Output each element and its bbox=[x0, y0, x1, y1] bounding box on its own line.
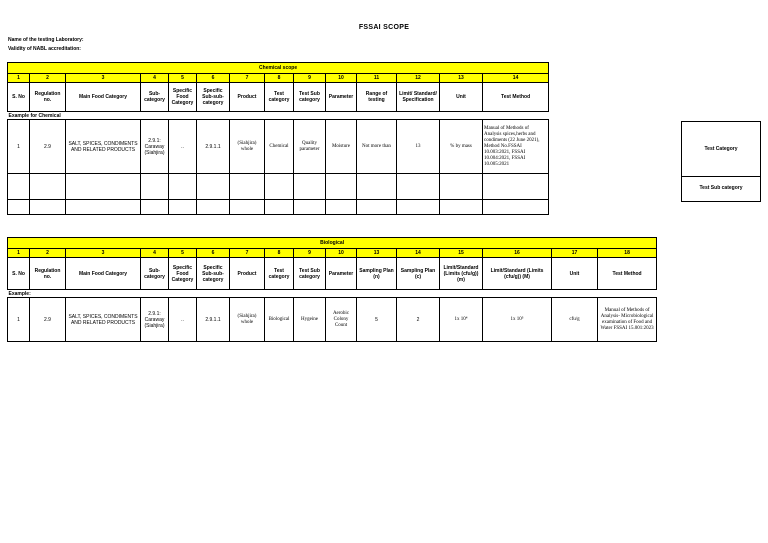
chemical-col-number-cell-5: 5 bbox=[169, 74, 197, 83]
biological-header-cell-13: Limit/Standard (Limits (cfu/g)) (m) bbox=[440, 258, 483, 290]
chemical-header-cell-11: Range of testing bbox=[357, 83, 397, 112]
chemical-empty-cell bbox=[326, 200, 357, 215]
chemical-col-number-cell-8: 8 bbox=[265, 74, 294, 83]
biological-col-number-cell-2: 2 bbox=[30, 249, 66, 258]
chemical-header-cell-6: Specific Sub-sub-category bbox=[197, 83, 230, 112]
chemical-col-number-cell-14: 14 bbox=[483, 74, 549, 83]
biological-header-cell-6: Specific Sub-sub-category bbox=[197, 258, 230, 290]
chemical-header-cell-2: Regulation no. bbox=[30, 83, 66, 112]
biological-header-cell-10: Parameter bbox=[326, 258, 357, 290]
chemical-col-number-cell-2: 2 bbox=[30, 74, 66, 83]
biological-header-cell-14: Limit/Standard (Limits (cfu/g)) (M) bbox=[483, 258, 552, 290]
biological-col-number-cell-16: 18 bbox=[598, 249, 657, 258]
chemical-col-number-cell-11: 11 bbox=[357, 74, 397, 83]
biological-col-number-cell-5: 5 bbox=[169, 249, 197, 258]
lab-name-label: Name of the testing Laboratory: bbox=[8, 37, 84, 43]
biological-example-cell-2: 2.9 bbox=[30, 298, 66, 342]
chemical-empty-cell bbox=[141, 200, 169, 215]
chemical-col-number-cell-3: 3 bbox=[66, 74, 141, 83]
chemical-empty-cell bbox=[66, 174, 141, 200]
biological-header-cell-1: S. No bbox=[8, 258, 30, 290]
chemical-example-cell-12: 13 bbox=[397, 120, 440, 174]
biological-header-cell-16: Test Method bbox=[598, 258, 657, 290]
chemical-header-cell-1: S. No bbox=[8, 83, 30, 112]
chemical-example-cell-13: % by mass bbox=[440, 120, 483, 174]
biological-example-cell-9: Hygeine bbox=[294, 298, 326, 342]
biological-col-number-cell-7: 7 bbox=[230, 249, 265, 258]
chemical-col-number-cell-12: 12 bbox=[397, 74, 440, 83]
biological-header-cell-9: Test Sub category bbox=[294, 258, 326, 290]
chemical-empty-cell bbox=[169, 174, 197, 200]
biological-header-cell-3: Main Food Category bbox=[66, 258, 141, 290]
chemical-example-cell-8: Chemical bbox=[265, 120, 294, 174]
biological-example-cell-14: 1x 10⁵ bbox=[483, 298, 552, 342]
chemical-header-cell-10: Parameter bbox=[326, 83, 357, 112]
biological-example-cell-3: SALT, SPICES, CONDIMENTS AND RELATED PRODUCTS bbox=[66, 298, 141, 342]
biological-example-cell-4: 2.9.1: Caraway (Siahjira) bbox=[141, 298, 169, 342]
biological-example-cell-5: .. bbox=[169, 298, 197, 342]
biological-col-number-cell-6: 6 bbox=[197, 249, 230, 258]
biological-col-number-cell-10: 10 bbox=[326, 249, 357, 258]
chemical-empty-cell bbox=[265, 174, 294, 200]
chemical-empty-cell bbox=[230, 174, 265, 200]
chemical-header-cell-14: Test Method bbox=[483, 83, 549, 112]
chemical-empty-cell bbox=[30, 174, 66, 200]
nabl-validity-label: Validity of NABL accreditation: bbox=[8, 46, 81, 52]
chemical-example-cell-2: 2.9 bbox=[30, 120, 66, 174]
biological-example-label: Example: bbox=[8, 290, 657, 298]
chemical-example-cell-3: SALT, SPICES, CONDIMENTS AND RELATED PRODUCTS bbox=[66, 120, 141, 174]
biological-col-number-cell-1: 1 bbox=[8, 249, 30, 258]
biological-example-cell-13: 1x 10⁴ bbox=[440, 298, 483, 342]
biological-example-cell-8: Biological bbox=[265, 298, 294, 342]
chemical-empty-cell bbox=[397, 174, 440, 200]
chemical-empty-cell bbox=[8, 200, 30, 215]
biological-col-number-cell-12: 14 bbox=[397, 249, 440, 258]
chemical-example-cell-7: (Siahjira) whole bbox=[230, 120, 265, 174]
chemical-empty-cell bbox=[440, 174, 483, 200]
chemical-empty-cell bbox=[483, 200, 549, 215]
biological-header-cell-2: Regulation no. bbox=[30, 258, 66, 290]
biological-col-number-cell-4: 4 bbox=[141, 249, 169, 258]
chemical-col-number-cell-6: 6 bbox=[197, 74, 230, 83]
chemical-empty-cell bbox=[230, 200, 265, 215]
chemical-header-cell-9: Test Sub category bbox=[294, 83, 326, 112]
chemical-empty-cell bbox=[357, 200, 397, 215]
biological-example-cell-6: 2.9.1.1 bbox=[197, 298, 230, 342]
chemical-empty-cell bbox=[326, 174, 357, 200]
chemical-empty-cell bbox=[294, 200, 326, 215]
chemical-example-cell-11: Not more than bbox=[357, 120, 397, 174]
chemical-header-cell-4: Sub-category bbox=[141, 83, 169, 112]
chemical-example-cell-6: 2.9.1.1 bbox=[197, 120, 230, 174]
test-sub-category-label: Test Sub category bbox=[699, 185, 743, 191]
chemical-section-title: Chemical scope bbox=[8, 63, 549, 74]
chemical-empty-cell bbox=[440, 200, 483, 215]
chemical-empty-cell bbox=[8, 174, 30, 200]
chemical-header-cell-12: Limit/ Standard/ Specification bbox=[397, 83, 440, 112]
biological-header-cell-15: Unit bbox=[552, 258, 598, 290]
biological-example-cell-15: cfu/g bbox=[552, 298, 598, 342]
chemical-example-label: Example for Chemical bbox=[8, 112, 549, 120]
test-sub-category-box bbox=[681, 175, 761, 202]
chemical-example-cell-9: Quality parameter bbox=[294, 120, 326, 174]
biological-header-cell-11: Sampling Plan (n) bbox=[357, 258, 397, 290]
chemical-example-cell-10: Moisture bbox=[326, 120, 357, 174]
biological-section-title: Biological bbox=[8, 238, 657, 249]
chemical-empty-cell bbox=[265, 200, 294, 215]
biological-col-number-cell-11: 13 bbox=[357, 249, 397, 258]
chemical-empty-cell bbox=[197, 174, 230, 200]
chemical-header-cell-5: Specific Food Category bbox=[169, 83, 197, 112]
chemical-col-number-cell-9: 9 bbox=[294, 74, 326, 83]
page-title: FSSAI SCOPE bbox=[358, 24, 410, 31]
chemical-empty-cell bbox=[483, 174, 549, 200]
biological-col-number-cell-8: 8 bbox=[265, 249, 294, 258]
chemical-col-number-cell-7: 7 bbox=[230, 74, 265, 83]
chemical-example-cell-4: 2.9.1: Caraway (Siahjira) bbox=[141, 120, 169, 174]
biological-header-cell-7: Product bbox=[230, 258, 265, 290]
chemical-empty-cell bbox=[197, 200, 230, 215]
chemical-header-cell-8: Test category bbox=[265, 83, 294, 112]
biological-example-cell-10: Aerobic Colony Count bbox=[326, 298, 357, 342]
chemical-example-cell-1: 1 bbox=[8, 120, 30, 174]
chemical-empty-cell bbox=[169, 200, 197, 215]
biological-example-cell-12: 2 bbox=[397, 298, 440, 342]
chemical-empty-cell bbox=[141, 174, 169, 200]
biological-header-cell-8: Test category bbox=[265, 258, 294, 290]
chemical-example-cell-14: Manual of Methods of Analysis spices,herbs and condiments (22 June 2021), Method No.FSSAI 10.003:2021, FSSAI 10.004:2021, FSSAI 10.005:2021 bbox=[483, 120, 549, 174]
chemical-example-cell-5: .. bbox=[169, 120, 197, 174]
biological-col-number-cell-15: 17 bbox=[552, 249, 598, 258]
chemical-col-number-cell-1: 1 bbox=[8, 74, 30, 83]
biological-example-cell-16: Manual of Methods of Analysis- Microbiological examination of Food and Water FSSAI 15.001:2023 bbox=[598, 298, 657, 342]
test-category-label: Test Category bbox=[704, 146, 738, 152]
biological-example-cell-1: 1 bbox=[8, 298, 30, 342]
chemical-col-number-cell-13: 13 bbox=[440, 74, 483, 83]
biological-col-number-cell-13: 15 bbox=[440, 249, 483, 258]
biological-col-number-cell-3: 3 bbox=[66, 249, 141, 258]
chemical-header-cell-3: Main Food Category bbox=[66, 83, 141, 112]
chemical-empty-cell bbox=[357, 174, 397, 200]
biological-header-cell-4: Sub-category bbox=[141, 258, 169, 290]
biological-example-cell-7: (Siahjira) whole bbox=[230, 298, 265, 342]
chemical-empty-cell bbox=[30, 200, 66, 215]
biological-col-number-cell-14: 16 bbox=[483, 249, 552, 258]
test-category-box bbox=[681, 121, 761, 177]
biological-header-cell-5: Specific Food Category bbox=[169, 258, 197, 290]
chemical-empty-cell bbox=[66, 200, 141, 215]
chemical-header-cell-13: Unit bbox=[440, 83, 483, 112]
biological-header-cell-12: Sampling Plan (c) bbox=[397, 258, 440, 290]
chemical-col-number-cell-10: 10 bbox=[326, 74, 357, 83]
biological-col-number-cell-9: 9 bbox=[294, 249, 326, 258]
biological-scope-table bbox=[7, 237, 657, 342]
chemical-header-cell-7: Product bbox=[230, 83, 265, 112]
chemical-col-number-cell-4: 4 bbox=[141, 74, 169, 83]
biological-example-cell-11: 5 bbox=[357, 298, 397, 342]
chemical-empty-cell bbox=[397, 200, 440, 215]
chemical-scope-table bbox=[7, 62, 549, 215]
chemical-empty-cell bbox=[294, 174, 326, 200]
